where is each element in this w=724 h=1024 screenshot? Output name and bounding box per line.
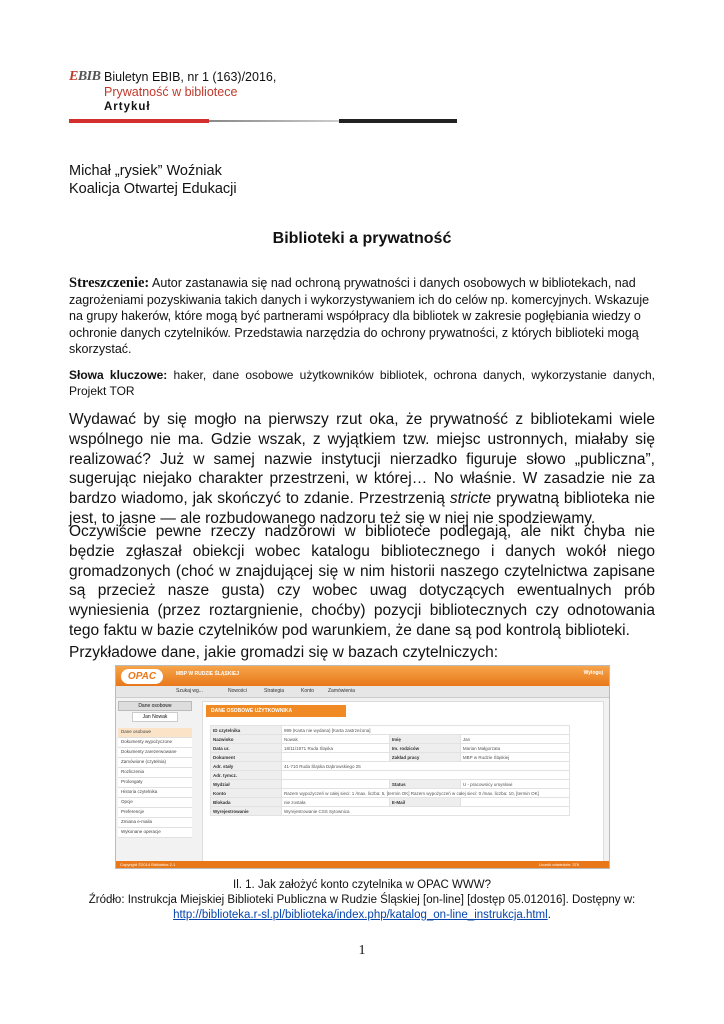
table-row bbox=[211, 771, 570, 780]
keywords-text: haker, dane osobowe użytkowników bibliotek, ochrona danych, wykorzystanie danych, Projekt TOR bbox=[69, 368, 656, 398]
sidebar-item[interactable]: Historia czytelnika bbox=[118, 788, 192, 798]
table-cell: 999 (Karta nie wydana) [Karta zastrzeżona] bbox=[282, 726, 570, 735]
table-row bbox=[211, 762, 570, 771]
table-cell: U - pracownicy umysłowi bbox=[460, 780, 569, 789]
footer-counter: Licznik odwiedzin: 376 bbox=[538, 862, 579, 867]
table-row bbox=[211, 789, 570, 798]
opac-main bbox=[202, 701, 604, 863]
opac-screenshot bbox=[115, 665, 610, 869]
sidebar-item[interactable]: Prolongaty bbox=[118, 778, 192, 788]
paragraph-1: Wydawać by się mogło na pierwszy rzut oka, że prywatność z bibliotekami wiele wspólnego nie ma. Gdzie wszak, z wyjątkiem tzw. miejsc ustronnych, miałaby się realizować? Już w samej nazwie instytucji nierzadko figuruje słowo „publiczna”, sugerując niejako charakter przestrzeni, w której… No właśnie. W zasadzie nie za bardzo wiadomo, jak skończyć to zdanie. Przestrzenią stricte prywatną biblioteka nie jest, to jasne — ale rozbudowanego nadzoru też się w niej nie spodziewamy. bbox=[69, 411, 656, 527]
caption-source: Źródło: Instrukcja Miejskiej Biblioteki Publiczna w Rudzie Śląskiej [on-line] [dostęp 05.012016]. Dostępny w: bbox=[88, 894, 636, 906]
table-row bbox=[211, 726, 570, 735]
sidebar-item[interactable]: Dokumenty wypożyczone bbox=[118, 738, 192, 748]
table-cell: Blokada bbox=[211, 798, 282, 807]
keywords bbox=[69, 368, 655, 399]
opac-logo: OPAC bbox=[121, 669, 163, 684]
author-block bbox=[69, 162, 237, 198]
table-cell: 41-710 Ruda Śląska Dąbrowskiego 25 bbox=[282, 762, 570, 771]
abstract bbox=[69, 275, 655, 358]
sidebar-item[interactable]: Opcje bbox=[118, 798, 192, 808]
table-cell: Zakład pracy bbox=[389, 753, 460, 762]
keywords-label: Słowa kluczowe: bbox=[69, 368, 168, 382]
figure-caption: Il. 1. Jak założyć konto czytelnika w OPAC WWW? Źródło: Instrukcja Miejskiej Biblioteki Publiczna w Rudzie Śląskiej [on-line] [dostęp 05.012016]. Dostępny w: http://biblioteka.r-sl.pl/biblioteka/index.php/katalog_on-line_instrukcja.html. bbox=[0, 878, 724, 923]
table-cell: nie została bbox=[282, 798, 390, 807]
toolbar-search[interactable]: Szukaj wg... bbox=[176, 688, 203, 694]
library-name: MBP W RUDZIE ŚLĄSKIEJ bbox=[176, 671, 239, 677]
journal-issue: Biuletyn EBIB, nr 1 (163)/2016, bbox=[104, 70, 277, 84]
table-row bbox=[211, 735, 570, 744]
opac-sidebar bbox=[118, 701, 192, 861]
sidebar-item[interactable]: Zmiana e-maila bbox=[118, 818, 192, 828]
table-cell: Konto bbox=[211, 789, 282, 798]
table-cell: Status bbox=[389, 780, 460, 789]
opac-toolbar bbox=[116, 686, 609, 698]
table-row bbox=[211, 753, 570, 762]
author-affiliation: Koalicja Otwartej Edukacji bbox=[69, 181, 237, 197]
toolbar-orders[interactable]: Zamówienia bbox=[328, 688, 355, 694]
table-row bbox=[211, 798, 570, 807]
table-cell bbox=[282, 780, 390, 789]
table-cell: MBP w Rudzie Śląskiej bbox=[460, 753, 569, 762]
logout-button[interactable]: Wyloguj bbox=[583, 670, 603, 676]
paragraph-2: Oczywiście pewne rzeczy nadzorowi w bibliotece podlegają, ale nikt chyba nie będzie zgłaszał obiekcji wobec katalogu bibliotecznego i danych wokół niego gromadzonych (choć w znajdującej się w nim historii naszego czytelnictwa zapisane są przecież nasze gusta) czy wobec uwag dotyczących ewentualnych prób wyniesienia (przez roztargnienie, choćby) pozycji bibliotecznych czy odnotowania tego faktu w bazie czytelników pod warunkiem, że dane są pod kontrolą biblioteki. bbox=[69, 523, 655, 639]
opac-footer bbox=[116, 861, 609, 868]
table-cell: Nazwisko bbox=[211, 735, 282, 744]
table-row bbox=[211, 744, 570, 753]
table-cell: Adr. tymcz. bbox=[211, 771, 282, 780]
ebib-logo: EBIB bbox=[69, 69, 101, 84]
table-cell: Wydział bbox=[211, 780, 282, 789]
table-cell bbox=[282, 753, 390, 762]
author-name: Michał „rysiek” Woźniak bbox=[69, 163, 222, 179]
page-number: 1 bbox=[358, 943, 366, 958]
toolbar-strategy[interactable]: Strategia bbox=[264, 688, 285, 694]
source-link[interactable]: http://biblioteka.r-sl.pl/biblioteka/index.php/katalog_on-line_instrukcja.html bbox=[173, 909, 548, 921]
table-cell: Nowak bbox=[282, 735, 390, 744]
table-cell bbox=[282, 771, 570, 780]
table-cell: Wyrejestrowanie CSS Sytownica bbox=[282, 807, 570, 816]
section-title: DANE OSOBOWE UŻYTKOWNIKA bbox=[206, 705, 346, 717]
abstract-text: Autor zastanawia się nad ochroną prywatności i danych osobowych w bibliotekach, nad zagrożeniami pozyskiwania takich danych i wykorzystywaniem ich do celów np. komercyjnych. Wskazuje na grupy hakerów, które mogą być partnerami współpracy dla bibliotek w zakresie pogłębiania wiedzy o ochronie danych czytelników. Przedstawia narzędzia do ochrony prywatności, z których biblioteki mogą skorzystać. bbox=[69, 276, 650, 356]
table-cell: Adr. stały bbox=[211, 762, 282, 771]
sidebar-item[interactable]: Rozliczenia bbox=[118, 768, 192, 778]
table-cell: Jan bbox=[460, 735, 569, 744]
table-cell: Data ur. bbox=[211, 744, 282, 753]
opac-header bbox=[116, 666, 609, 686]
section-label: Artykuł bbox=[104, 101, 151, 113]
table-cell: Razem wypożyczeń w całej sieci: 1 /max. liczba: 5, [termin OK] Razem wypożyczeń w całej sieci: 0 /max. liczba: 10, [termin OK] bbox=[282, 789, 570, 798]
sidebar-item[interactable]: Dokumenty zarezerwowane bbox=[118, 748, 192, 758]
header-rule bbox=[69, 119, 457, 123]
sidebar-item[interactable]: Preferencje bbox=[118, 808, 192, 818]
abstract-label: Streszczenie: bbox=[69, 275, 150, 291]
issue-topic: Prywatność w bibliotece bbox=[104, 85, 238, 99]
table-cell: Imię bbox=[389, 735, 460, 744]
table-cell: 18/11/1971 Ruda Śląska bbox=[282, 744, 390, 753]
sidebar-item[interactable]: Zamówione (czytelnia) bbox=[118, 758, 192, 768]
table-row bbox=[211, 807, 570, 816]
article-title: Biblioteki a prywatność bbox=[272, 230, 452, 247]
table-cell: Marian Małgorzata bbox=[460, 744, 569, 753]
user-data-table bbox=[210, 725, 570, 816]
footer-copyright: Copyright ©2014 Biblioteka 2.1 bbox=[120, 862, 176, 867]
toolbar-news[interactable]: Nowości bbox=[228, 688, 247, 694]
table-cell bbox=[460, 798, 569, 807]
table-cell: E-Mail bbox=[389, 798, 460, 807]
caption-title: Il. 1. Jak założyć konto czytelnika w OPAC WWW? bbox=[233, 879, 491, 891]
table-cell: ID czytelnika bbox=[211, 726, 282, 735]
table-cell: Dokument bbox=[211, 753, 282, 762]
table-cell: Im. rodziców bbox=[389, 744, 460, 753]
sidebar-header: Dane osobowe bbox=[118, 701, 192, 711]
table-row bbox=[211, 780, 570, 789]
table-cell: Wyrejestrowanie bbox=[211, 807, 282, 816]
toolbar-account[interactable]: Konto bbox=[301, 688, 315, 694]
sidebar-item[interactable]: Wykonane operacje bbox=[118, 828, 192, 838]
sidebar-item[interactable]: Dane osobowe bbox=[118, 728, 192, 738]
paragraph-3: Przykładowe dane, jakie gromadzi się w bazach czytelniczych: bbox=[69, 644, 499, 661]
sidebar-user: Jan Nowak bbox=[132, 712, 178, 722]
